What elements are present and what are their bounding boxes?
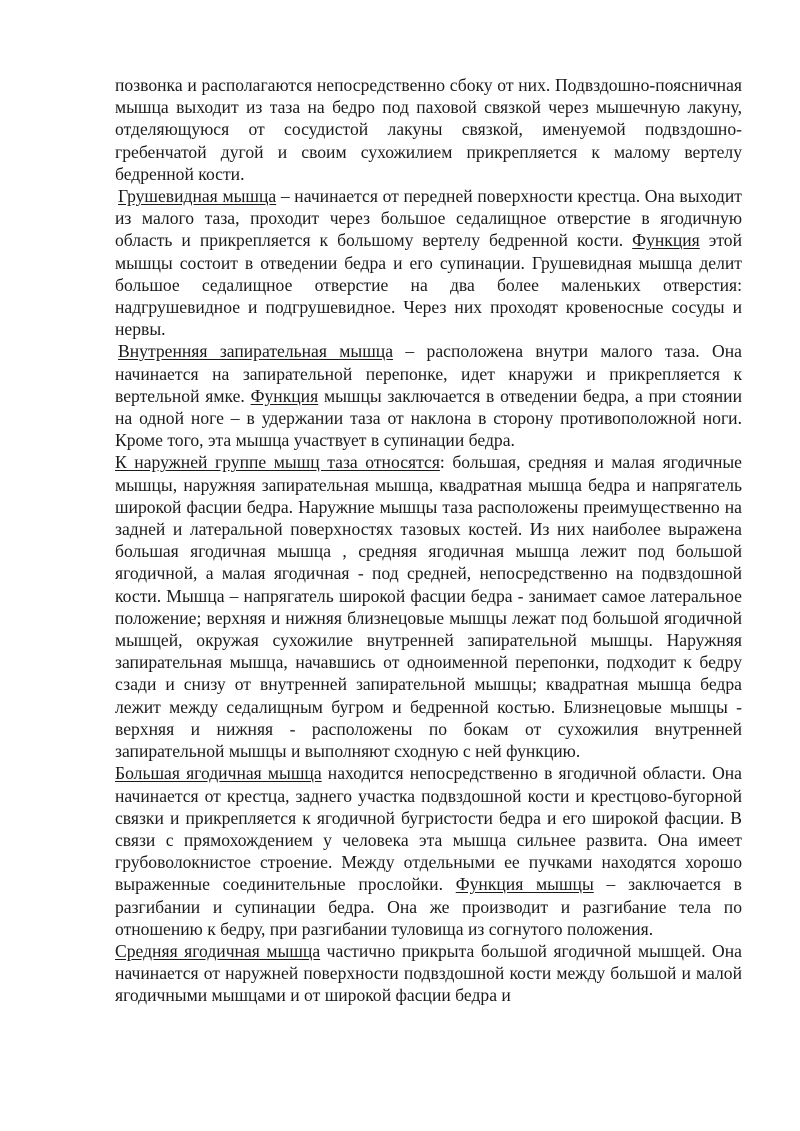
paragraph-text: – начинается от передней поверхности крестца. Она выходит из малого таза, проходит через большое седалищное отверстие в ягодичную область и прикрепляется к большому вертелу бедренной кости. — [115, 186, 742, 251]
term-external-group: К наружней группе мышц таза относятся — [115, 452, 440, 473]
paragraph-text: – расположена внутри малого таза. Она начинается на запирательной перепонке, идет кнаружи и прикрепляется к вертельной ямке. — [115, 341, 742, 406]
term-function: Функция — [632, 230, 700, 251]
term-piriformis: Грушевидная мышца — [118, 186, 277, 207]
paragraph-piriformis — [115, 185, 742, 340]
paragraph-text: находится непосредственно в ягодичной области. Она начинается от крестца, заднего участка подвздошной кости и крестцово-бугорной связки и прикрепляется к ягодичной бугристости бедра и его широкой фасции. В связи с прямохождением у человека эта мышца сильнее развита. Она имеет грубоволокнистое строение. Между отдельными ее пучками находятся хорошо выраженные соединительные прослойки. — [115, 763, 742, 895]
paragraph-text: этой мышцы состоит в отведении бедра и его супинации. Грушевидная мышца делит большое седалищное отверстие на два более маленьких отверстия: надгрушевидное и подгрушевидное. Через них проходят кровеносные сосуды и нервы. — [115, 230, 742, 340]
paragraph-iliopsoas-continuation — [115, 74, 742, 185]
document-page — [115, 74, 742, 1007]
term-gluteus-maximus: Большая ягодичная мышца — [115, 763, 322, 784]
paragraph-text: – заключается в разгибании и супинации бедра. Она же производит и разгибание тела по отношению к бедру, при разгибании туловища из согнутого положения. — [115, 874, 742, 939]
paragraph-gluteus-maximus — [115, 762, 742, 940]
term-function: Функция — [250, 385, 319, 406]
paragraph-gluteus-medius — [115, 940, 742, 1007]
term-obturator-internus: Внутренняя запирательная мышца — [118, 341, 394, 362]
paragraph-text: мышцы заключается в отведении бедра, а при стоянии на одной ноге – в удержании таза от наклона в сторону противоположной ноги. Кроме того, эта мышца участвует в супинации бедра. — [115, 385, 742, 451]
paragraph-text: частично прикрыта большой ягодичной мышцей. Она начинается от наружней поверхности подвздошной кости между большой и малой ягодичными мышцами и от широкой фасции бедра и — [115, 940, 742, 1006]
term-gluteus-medius: Средняя ягодичная мышца — [115, 940, 321, 961]
paragraph-external-group — [115, 451, 742, 762]
paragraph-text: : большая, средняя и малая ягодичные мышцы, наружняя запирательная мышца, квадратная мышца бедра и напрягатель широкой фасции бедра. Наружние мышцы таза расположены преимущественно на задней и латеральной поверхностях тазовых костей. Из них наиболее выражена большая ягодичная мышца , средняя ягодичная мышца лежит под большой ягодичной, а малая ягодичная - под средней, непосредственно на подвздошной кости. Мышца – напрягатель широкой фасции бедра - занимает самое латеральное положение; верхняя и нижняя близнецовые мышцы лежат под большой ягодичной мышцей, окружая сухожилие внутренней запирательной мышцы. Наружняя запирательная мышца, начавшись от одноименной перепонки, подходит к бедру сзади и снизу от внутренней запирательной мышцы; квадратная мышца бедра лежит между седалищным бугром и бедренной костью. Близнецовые мышцы - верхняя и нижняя - расположены по бокам от сухожилия внутренней запирательной мышцы и выполняют сходную с ней функцию. — [115, 452, 742, 762]
term-function: Функция мышцы — [455, 874, 594, 895]
paragraph-text: позвонка и располагаются непосредственно сбоку от них. Подвздошно-поясничная мышца выходит из таза на бедро под паховой связкой через мышечную лакуну, отделяющуюся от сосудистой лакуны связкой, именуемой подвздошно-гребенчатой дугой и своим сухожилием прикрепляется к малому вертелу бедренной кости. — [115, 75, 742, 184]
paragraph-obturator-internus — [115, 340, 742, 451]
